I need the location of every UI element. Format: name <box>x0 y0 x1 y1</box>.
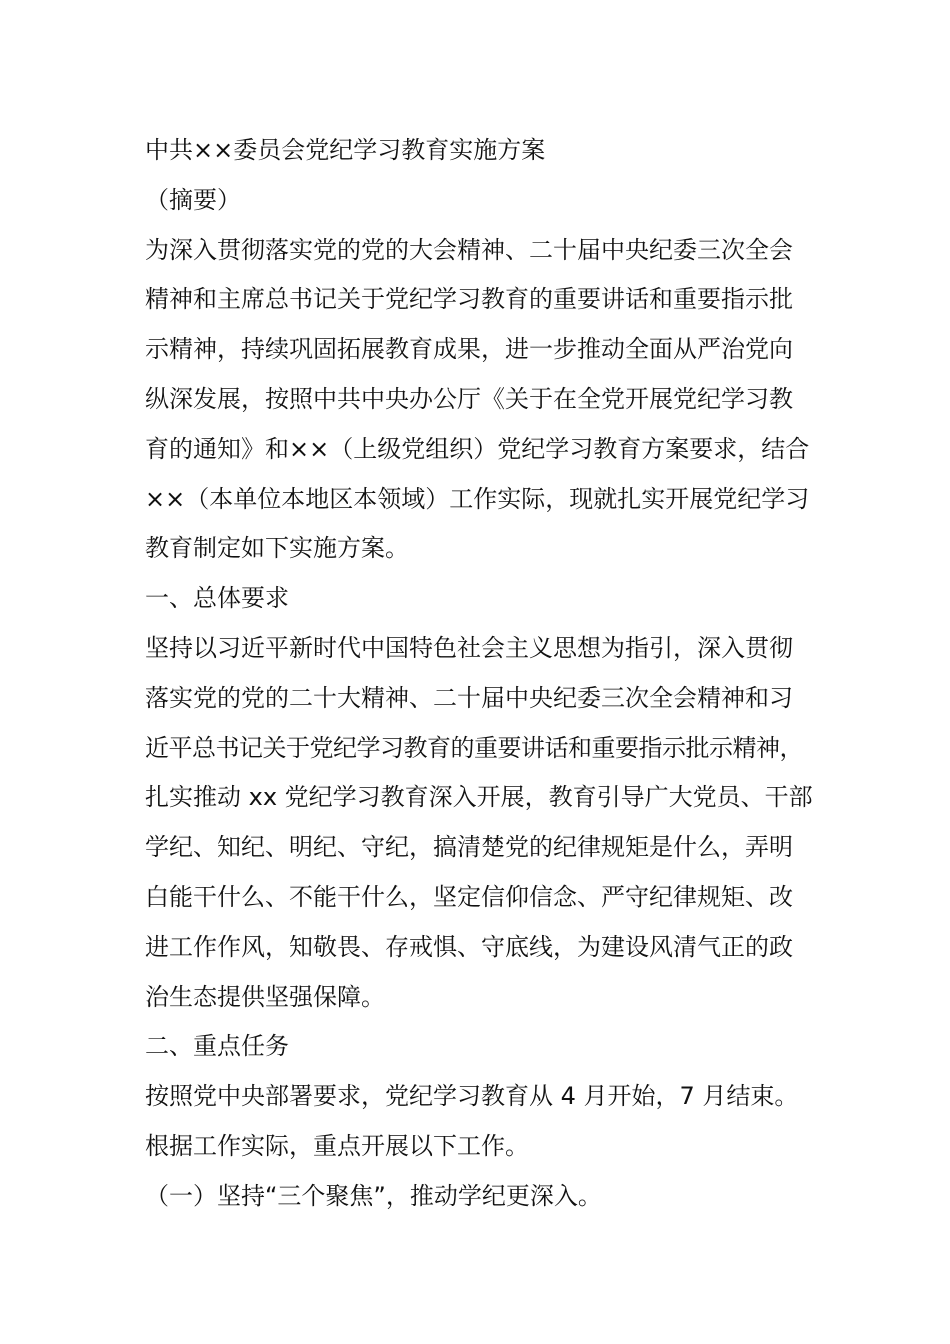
text-line: 育的通知》和××（上级党组织）党纪学习教育方案要求，结合 <box>145 434 810 463</box>
paragraph-key-tasks <box>145 1072 825 1172</box>
text-line: 为深入贯彻落实党的党的大会精神、二十届中央纪委三次全会 <box>145 235 793 264</box>
text-line: 精神和主席总书记关于党纪学习教育的重要讲话和重要指示批 <box>145 285 793 314</box>
document-body <box>145 126 825 1222</box>
text-line: 根据工作实际，重点开展以下工作。 <box>145 1131 529 1160</box>
section-heading-overall-requirements: 一、总体要求 <box>145 584 289 613</box>
text-line: 白能干什么、不能干什么，坚定信仰信念、严守纪律规矩、改 <box>145 882 793 911</box>
text-line: 纵深发展，按照中共中央办公厅《关于在全党开展党纪学习教 <box>145 384 793 413</box>
document-title: 中共××委员会党纪学习教育实施方案 <box>145 136 546 164</box>
text-line: 落实党的党的二十大精神、二十届中央纪委三次全会精神和习 <box>145 683 793 712</box>
paragraph-overall-requirements <box>145 624 825 1022</box>
text-line: 近平总书记关于党纪学习教育的重要讲话和重要指示批示精神， <box>145 733 803 762</box>
document-subtitle: （摘要） <box>145 185 241 214</box>
text-line: 坚持以习近平新时代中国特色社会主义思想为指引，深入贯彻 <box>145 633 793 662</box>
text-line: 治生态提供坚强保障。 <box>145 982 385 1011</box>
text-line: ××（本单位本地区本领域）工作实际，现就扎实开展党纪学习 <box>145 484 810 513</box>
text-line: 示精神，持续巩固拓展教育成果，进一步推动全面从严治党向 <box>145 335 793 364</box>
text-line: 扎实推动 xx 党纪学习教育深入开展，教育引导广大党员、干部 <box>145 783 813 812</box>
text-line: 学纪、知纪、明纪、守纪，搞清楚党的纪律规矩是什么，弄明 <box>145 833 793 862</box>
text-line: 进工作作风，知敬畏、存戒惧、守底线，为建设风清气正的政 <box>145 932 793 961</box>
section-heading-key-tasks: 二、重点任务 <box>145 1032 289 1061</box>
text-line: 按照党中央部署要求，党纪学习教育从 4 月开始，7 月结束。 <box>145 1082 799 1111</box>
paragraph-preamble <box>145 226 825 575</box>
subsection-heading-three-focuses: （一）坚持“三个聚焦”，推动学纪更深入。 <box>145 1181 602 1210</box>
text-line: 教育制定如下实施方案。 <box>145 534 409 563</box>
